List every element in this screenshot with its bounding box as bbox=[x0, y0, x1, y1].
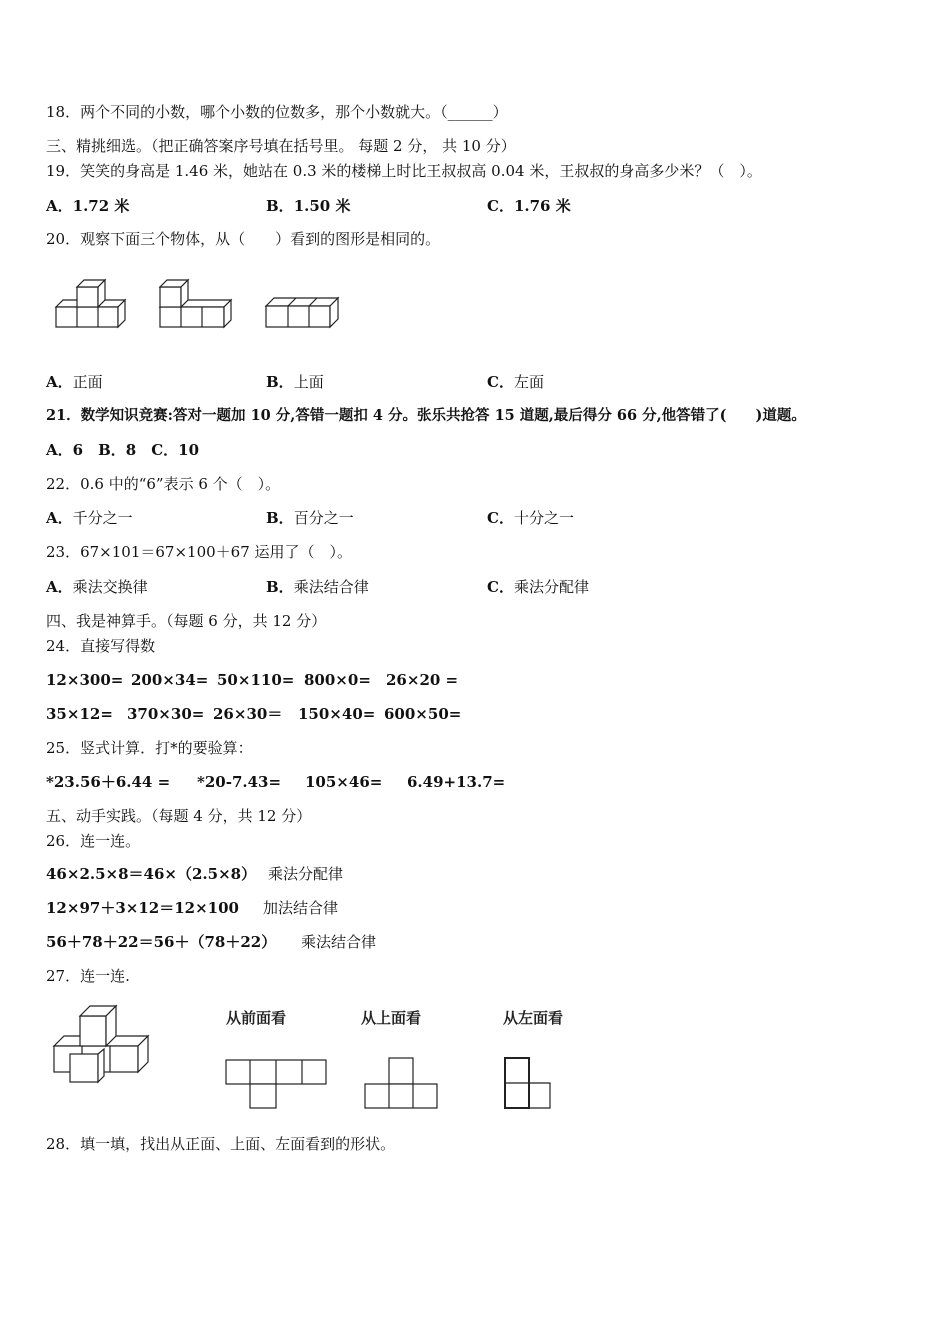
question-21-stem: 21．数学知识竞赛:答对一题加 10 分,答错一题扣 4 分。张乐共抢答 15 道题,最后得分 66 分,他答错了( )道题。 bbox=[46, 407, 806, 424]
q24-item: 600×50= bbox=[384, 705, 462, 723]
question-22-stem: 22．0.6 中的“6”表示 6 个（ ）。 bbox=[46, 475, 281, 493]
question-20-stem: 20．观察下面三个物体，从（ ）看到的图形是相同的。 bbox=[46, 230, 441, 248]
q20-option-b: B．上面 bbox=[266, 373, 324, 391]
q27-solid-figure bbox=[54, 1006, 148, 1082]
question-23-stem: 23．67×101＝67×100＋67 运用了（ ）。 bbox=[46, 543, 353, 561]
question-28: 28．填一填，找出从正面、上面、左面看到的形状。 bbox=[46, 1135, 396, 1153]
q23-option-b: B．乘法结合律 bbox=[266, 578, 369, 596]
q27-view-shape-1 bbox=[226, 1060, 326, 1108]
q27-view-shape-3 bbox=[505, 1058, 550, 1108]
question-19-stem: 19．笑笑的身高是 1.46 米，她站在 0.3 米的楼梯上时比王叔叔高 0.04 米，王叔叔的身高多少米？（ ）。 bbox=[46, 162, 762, 180]
q24-item: 800×0= bbox=[304, 671, 371, 689]
q26-law: 乘法结合律 bbox=[301, 933, 377, 951]
q26-law: 加法结合律 bbox=[263, 899, 339, 917]
q25-item: *23.56＋6.44 = bbox=[46, 773, 171, 791]
q25-item: 105×46= bbox=[305, 773, 383, 791]
question-25-title: 25．竖式计算．打*的要验算： bbox=[46, 739, 253, 757]
q24-item: 35×12= bbox=[46, 705, 113, 723]
q25-item: 6.49+13.7= bbox=[407, 773, 506, 791]
q26-expression: 12×97＋3×12＝12×100 bbox=[46, 899, 239, 917]
q24-item: 150×40= bbox=[298, 705, 376, 723]
q24-item: 200×34= bbox=[131, 671, 209, 689]
q27-view-shape-2 bbox=[365, 1058, 437, 1108]
q20-option-a: A．正面 bbox=[46, 373, 103, 391]
question-27-title: 27．连一连. bbox=[46, 967, 130, 985]
q20-option-c: C．左面 bbox=[487, 373, 544, 391]
q19-option-c: C．1.76 米 bbox=[487, 197, 571, 215]
q24-item: 26×20 = bbox=[386, 671, 459, 689]
section-5-heading: 五、动手实践。（每题 4 分，共 12 分） bbox=[46, 807, 312, 825]
q23-option-a: A．乘法交换律 bbox=[46, 578, 148, 596]
q21-options: A．6 B．8 C．10 bbox=[46, 441, 200, 459]
q22-option-b: B．百分之一 bbox=[266, 509, 354, 527]
question-26-title: 26．连一连。 bbox=[46, 832, 141, 850]
question-18: 18．两个不同的小数，哪个小数的位数多，那个小数就大。（______） bbox=[46, 103, 508, 121]
q19-option-b: B．1.50 米 bbox=[266, 197, 351, 215]
q22-option-a: A．千分之一 bbox=[46, 509, 133, 527]
q19-option-a: A．1.72 米 bbox=[46, 197, 130, 215]
q26-expression: 46×2.5×8＝46×（2.5×8） bbox=[46, 865, 257, 883]
caption-top-view: 从上面看 bbox=[361, 1009, 422, 1027]
caption-front-view: 从前面看 bbox=[226, 1009, 287, 1027]
section-3-heading: 三、精挑细选。（把正确答案序号填在括号里。 每题 2 分， 共 10 分） bbox=[46, 137, 516, 155]
q24-item: 12×300= bbox=[46, 671, 124, 689]
q26-expression: 56＋78＋22＝56＋（78＋22） bbox=[46, 933, 277, 951]
section-4-heading: 四、我是神算手。（每题 6 分，共 12 分） bbox=[46, 612, 327, 630]
question-24-title: 24．直接写得数 bbox=[46, 637, 156, 655]
caption-left-view: 从左面看 bbox=[503, 1009, 564, 1027]
q23-option-c: C．乘法分配律 bbox=[487, 578, 589, 596]
q24-item: 50×110= bbox=[217, 671, 295, 689]
q24-item: 370×30= bbox=[127, 705, 205, 723]
q26-law: 乘法分配律 bbox=[268, 865, 344, 883]
q22-option-c: C．十分之一 bbox=[487, 509, 574, 527]
q24-item: 26×30＝ bbox=[213, 705, 283, 723]
q25-item: *20-7.43= bbox=[197, 773, 282, 791]
